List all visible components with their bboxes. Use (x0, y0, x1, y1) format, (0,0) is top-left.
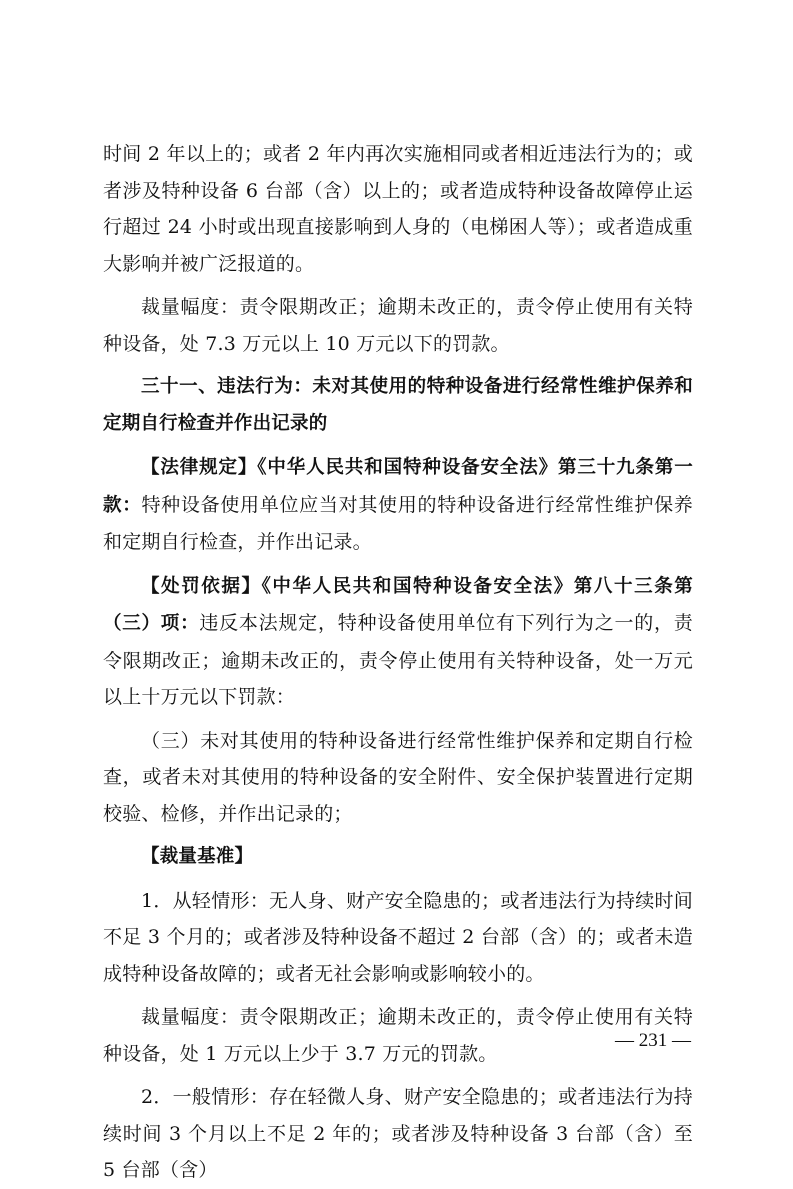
section-heading-31: 三十一、违法行为：未对其使用的特种设备进行经常性维护保养和定期自行检查并作出记录的 (103, 376, 693, 434)
paragraph-lenient-case: 1．从轻情形：无人身、财产安全隐患的；或者违法行为持续时间不足 3 个月的；或者涉及特种设备不超过 2 台部（含）的；或者未造成特种设备故障的；或者无社会影响或影响较小的。 (103, 889, 693, 985)
paragraph-legal-provision (103, 449, 693, 561)
paragraph-discretion-range-severe: 裁量幅度：责令限期改正；逾期未改正的，责令停止使用有关特种设备，处 7.3 万元以上 10 万元以下的罚款。 (103, 296, 693, 355)
penalty-basis-text: 违反本法规定，特种设备使用单位有下列行为之一的，责令限期改正；逾期未改正的，责令停止使用有关特种设备，处一万元以上十万元以下罚款： (103, 612, 693, 708)
paragraph-penalty-basis (103, 568, 693, 716)
page-number: — 231 — (615, 1030, 691, 1051)
legal-provision-text: 特种设备使用单位应当对其使用的特种设备进行经常性维护保养和定期自行检查，并作出记录。 (103, 493, 693, 553)
penalty-basis-label: 【处罚依据】《中华人民共和国特种设备安全法》第八十三条第（三）项： (103, 575, 693, 634)
legal-provision-label: 【法律规定】《中华人民共和国特种设备安全法》第三十九条第一款： (103, 457, 693, 516)
discretion-standard-heading: 【裁量基准】 (141, 846, 254, 867)
paragraph-general-case: 2．一般情形：存在轻微人身、财产安全隐患的；或者违法行为持续时间 3 个月以上不足 2 年的；或者涉及特种设备 3 台部（含）至 5 台部（含） (103, 1086, 693, 1181)
paragraph-discretion-range-lenient: 裁量幅度：责令限期改正；逾期未改正的，责令停止使用有关特种设备，处 1 万元以上少于 3.7 万元的罚款。 (103, 1006, 693, 1065)
paragraph-continuation: 时间 2 年以上的；或者 2 年内再次实施相同或者相近违法行为的；或者涉及特种设备 6 台部（含）以上的；或者造成特种设备故障停止运行超过 24 小时或出现直接影响到人身的（电梯困人等）；或者造成重大影响并被广泛报道的。 (103, 143, 693, 275)
paragraph-item-three: （三）未对其使用的特种设备进行经常性维护保养和定期自行检查，或者未对其使用的特种设备的安全附件、安全保护装置进行定期校验、检修，并作出记录的； (103, 729, 693, 825)
document-body (103, 136, 693, 1189)
